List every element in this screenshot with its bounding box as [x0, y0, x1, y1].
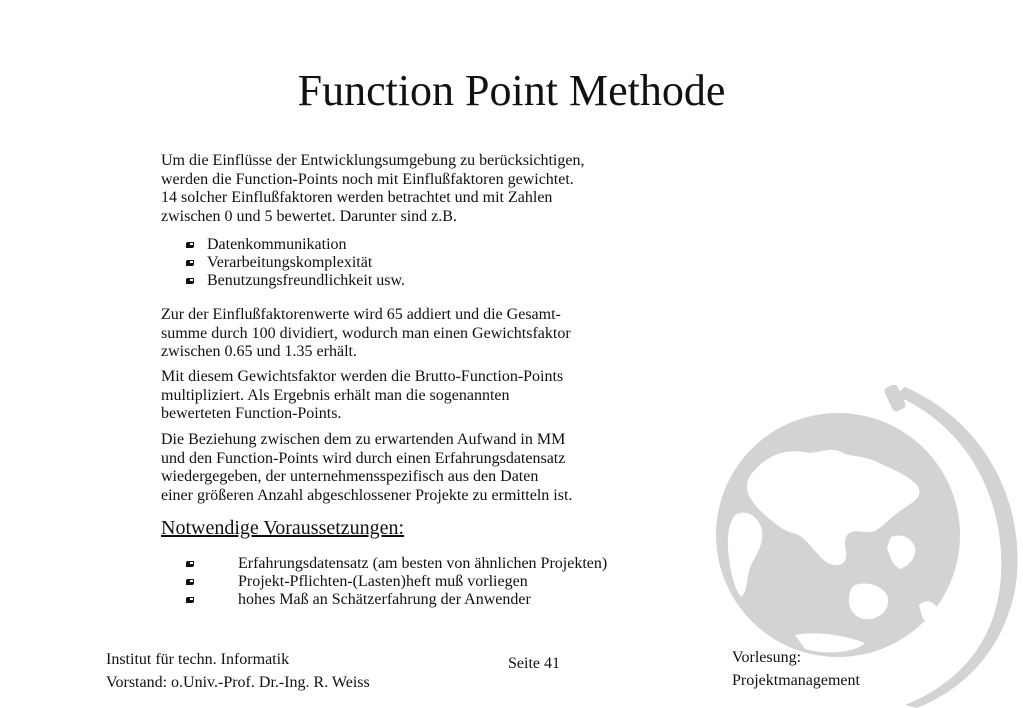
footer-institute-name: Institut für techn. Informatik [106, 651, 290, 668]
paragraph-line: Die Beziehung zwischen dem zu erwartenden Aufwand in MM [161, 431, 566, 448]
intro-line: zwischen 0 und 5 bewertet. Darunter sind z.B. [161, 207, 457, 225]
paragraph-line: wiedergegeben, der unternehmensspezifisch aus den Daten [161, 468, 539, 485]
footer-institute-head: Vorstand: o.Univ.-Prof. Dr.-Ing. R. Weiss [106, 674, 370, 691]
bullet-icon [186, 260, 194, 266]
paragraph-line: einer größeren Anzahl abgeschlossener Projekte zu ermitteln ist. [161, 486, 573, 504]
paragraph-line: Zur der Einflußfaktorenwerte wird 65 addiert und die Gesamt- [161, 306, 561, 323]
bullet-icon [186, 242, 194, 248]
page-number: Seite 41 [508, 655, 560, 672]
bullet-icon [186, 597, 194, 603]
footer-course-name: Projektmanagement [732, 672, 860, 689]
list-item: Erfahrungsdatensatz (am besten von ähnlichen Projekten) [186, 555, 607, 573]
paragraph-line: Mit diesem Gewichtsfaktor werden die Brutto-Function-Points [161, 368, 564, 385]
paragraph-line: und den Function-Points wird durch einen Erfahrungsdatensatz [161, 449, 566, 467]
paragraph-multiplication [161, 368, 563, 424]
paragraph-line: multipliziert. Als Ergebnis erhält man die sogenannten [161, 386, 510, 404]
paragraph-line: bewerteten Function-Points. [161, 405, 342, 422]
paragraph-relationship [161, 431, 572, 505]
bullet-icon [186, 278, 194, 284]
footer-institute [106, 648, 370, 694]
paragraph-weighting [161, 306, 571, 362]
list-item: Benutzungsfreundlichkeit usw. [186, 272, 405, 290]
intro-line: Um die Einflüsse der Entwicklungsumgebung zu berücksichtigen, [161, 152, 585, 169]
list-item: Verarbeitungskomplexität [186, 254, 405, 272]
requirements-list [186, 555, 607, 609]
footer-course [732, 646, 860, 692]
intro-line: 14 solcher Einflußfaktoren werden betrachtet und mit Zahlen [161, 189, 553, 206]
footer-course-label: Vorlesung: [732, 649, 802, 666]
paragraph-line: zwischen 0.65 und 1.35 erhält. [161, 343, 357, 360]
bullet-icon [186, 579, 194, 585]
slide-title: Function Point Methode [297, 66, 726, 115]
requirements-heading: Notwendige Voraussetzungen: [161, 517, 405, 539]
list-item: Datenkommunikation [186, 236, 405, 254]
factor-list [186, 236, 405, 290]
list-item: Projekt-Pflichten-(Lasten)heft muß vorliegen [186, 573, 607, 591]
intro-paragraph [161, 152, 584, 226]
paragraph-line: summe durch 100 dividiert, wodurch man einen Gewichtsfaktor [161, 324, 571, 342]
intro-line: werden die Function-Points noch mit Einflußfaktoren gewichtet. [161, 170, 574, 188]
list-item: hohes Maß an Schätzerfahrung der Anwender [186, 591, 607, 609]
bullet-icon [186, 561, 194, 567]
